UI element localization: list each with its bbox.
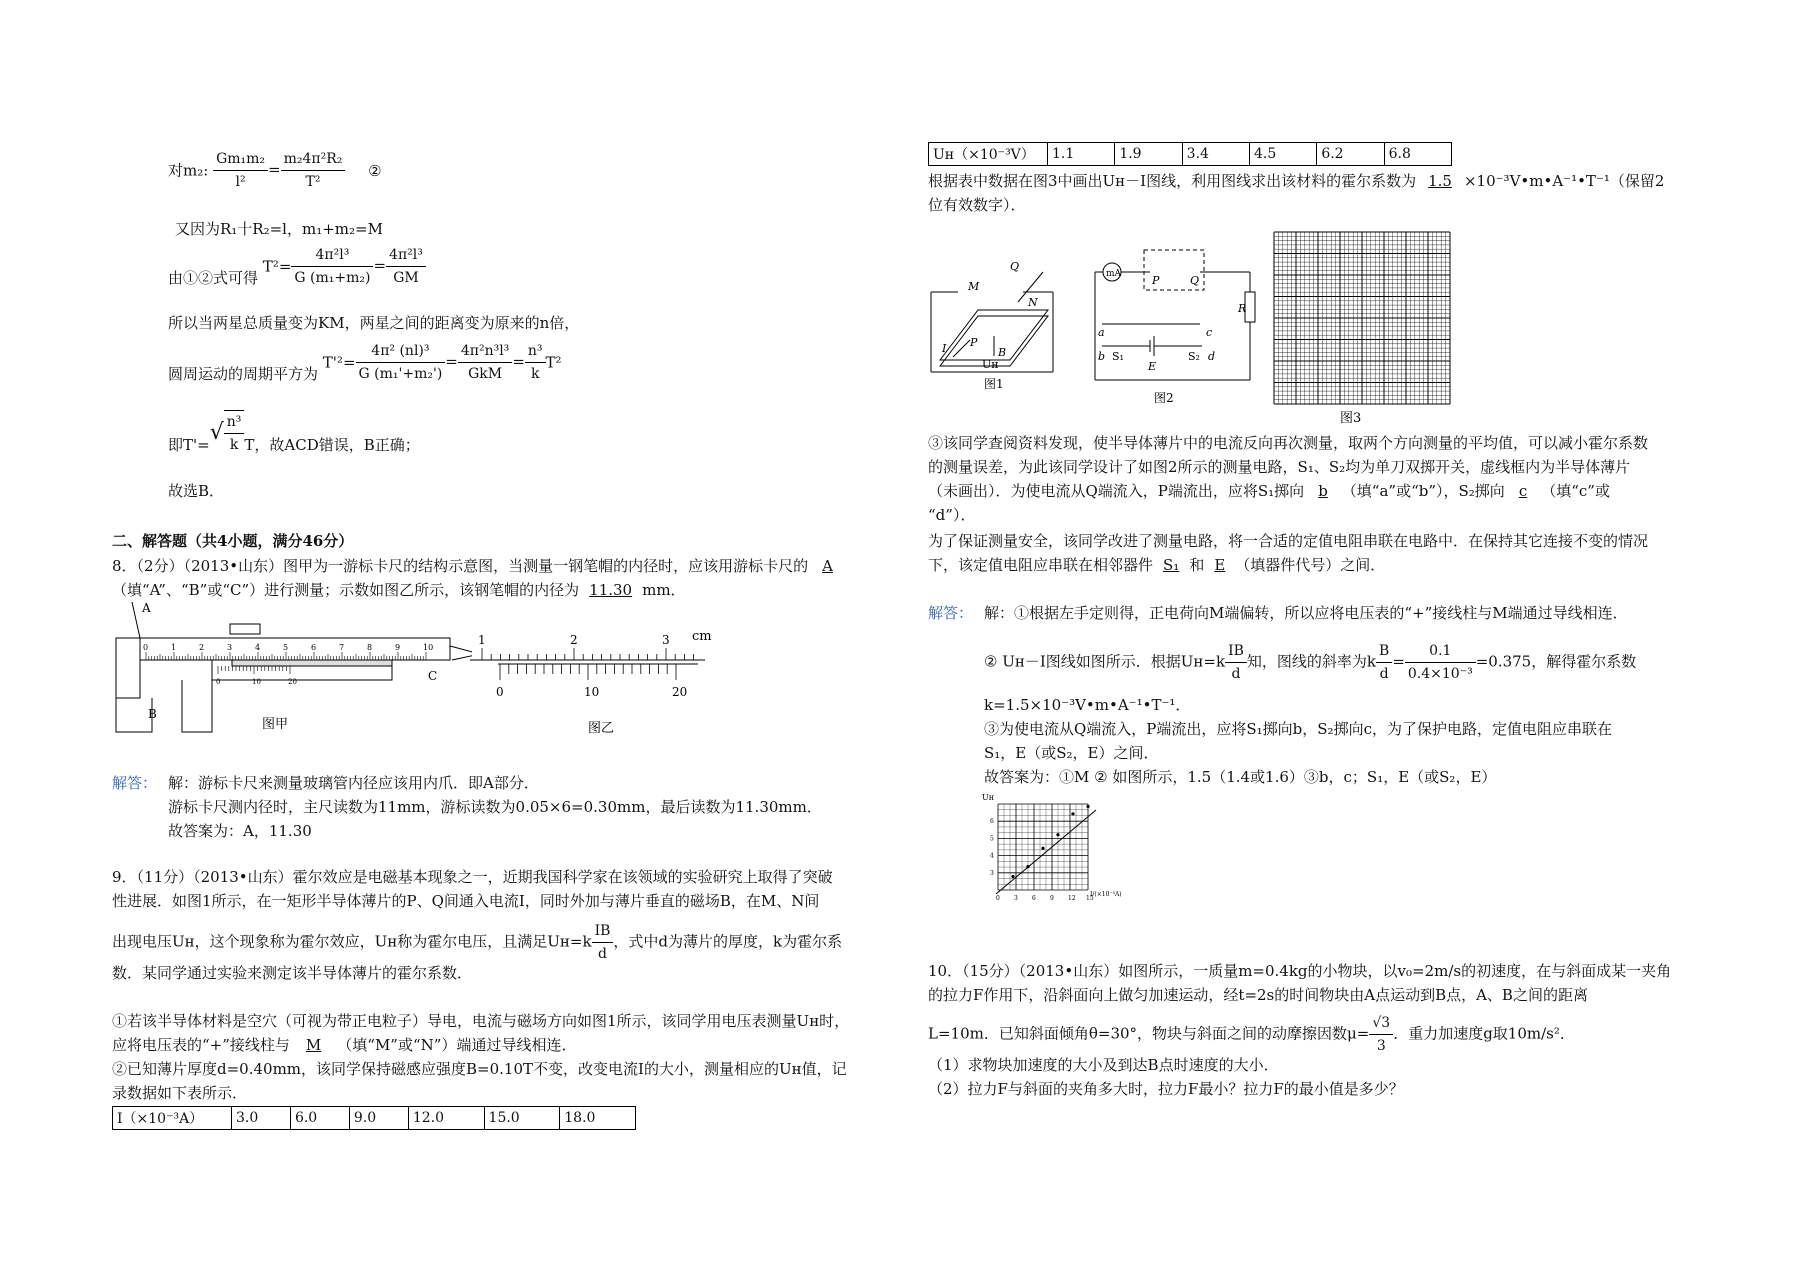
numerator: 0.1 (1405, 640, 1476, 663)
equation-tprime: 圆周运动的周期平方为 T'²= $\frac{\text{4π² (nl)³}}{\text{G (m₁'+m₂')}}$ = $\frac{\text{4π²n³l³}}{\text{GkM}}$ = $\frac{\text{n³}}{k}$ T² (168, 340, 562, 385)
fraction (525, 340, 546, 385)
denominator: d (1231, 666, 1241, 682)
p4-line1: 为了保证测量安全，该同学改进了测量电路，将一合适的定值电阻串联在电路中．在保持其它连接不变的情况 (928, 532, 1649, 550)
figure-caption: 图2 (1154, 391, 1174, 405)
table-cell: 9.0 (349, 1107, 408, 1130)
q10-line3 (928, 1012, 1575, 1057)
figure-caption: 图1 (984, 377, 1004, 391)
vernier-tick-label: 0 (496, 685, 504, 699)
figure-caption: 图3 (1340, 411, 1362, 426)
q9-line3 (112, 920, 842, 965)
q8-line1 (112, 555, 847, 577)
q9-part2-line2: 录数据如下表所示． (112, 1084, 248, 1102)
x-tick-label: 15 (1086, 895, 1094, 902)
answer-label: 解答： (928, 604, 974, 622)
fig2-label-e: E (1148, 360, 1157, 373)
equation-m2: 对m₂: $\frac{\text{Gm₁m₂}}{\text{l²}}$ = $\frac{\text{m₂4π²R₂}}{\text{T²}}$ ② (168, 148, 382, 193)
scale-tick-label: 9 (395, 643, 401, 652)
text-prefix: 即T'= (168, 436, 210, 454)
eq-lhs: T²= (262, 257, 292, 276)
answer-4: ③为使电流从Q端流入，P端流出，应将S₁掷向b，S₂掷向c，为了保护电路，定值电阻应串联在 (984, 720, 1612, 738)
p3-line2: 的测量误差，为此该同学设计了如图2所示的测量电路，S₁、S₂均为单刀双掷开关，虚线框内为半导体薄片 (928, 458, 1631, 476)
table-cell: 1.1 (1048, 143, 1115, 166)
q9-line4: 数．某同学通过实验来测定该半导体薄片的霍尔系数． (112, 964, 473, 982)
vernier-zoom-figure (470, 628, 730, 738)
answer-5: S₁，E（或S₂，E）之间． (984, 744, 1159, 762)
eq-lhs: Uʜ=k (547, 932, 592, 951)
circuit-figure-2 (1090, 240, 1260, 410)
table-cell: 6.8 (1384, 143, 1451, 166)
scale-tick-label: 1 (478, 633, 486, 647)
sqrt-icon: √ (209, 420, 224, 445)
fraction (592, 920, 614, 965)
zoom-unit: cm (692, 629, 712, 644)
denominator: k (530, 366, 540, 382)
text: mm． (642, 581, 686, 599)
fig1-label-uh: Uʜ (982, 358, 999, 371)
denominator: l² (235, 174, 246, 190)
answer-blank: 1.5 (1428, 172, 1452, 190)
figure-caption: 图甲 (262, 717, 289, 732)
denominator: G (m₁'+m₂') (358, 366, 443, 382)
data-point (1026, 865, 1029, 868)
eq-lhs: Uʜ=k (1180, 652, 1226, 671)
grid-paper-figure-3 (1268, 228, 1460, 426)
data-point (1011, 875, 1014, 878)
fraction (281, 148, 346, 193)
fraction (356, 340, 446, 385)
y-tick-label: 5 (990, 835, 994, 843)
fraction (224, 410, 245, 456)
fig2-label-ma: mA (1106, 269, 1122, 279)
r-line1 (928, 170, 1664, 192)
table-cell: 3.4 (1182, 143, 1249, 166)
answer-blank: 11.30 (589, 581, 633, 599)
text: 根据表中数据在图3中画出Uʜ－I图线，利用图线求出该材料的霍尔系数为 (928, 172, 1417, 190)
numerator: m₂4π²R₂ (281, 148, 346, 171)
text: ．重力加速度g取10m/s²． (1393, 1024, 1575, 1043)
x-tick-label: 9 (1050, 895, 1054, 902)
answer-graph (978, 790, 1128, 920)
text: 和 (1189, 556, 1205, 574)
scale-tick-label: 10 (423, 643, 434, 652)
denominator: k (229, 437, 239, 453)
data-point (1056, 833, 1059, 836)
eq-label: 对m₂: (168, 161, 209, 180)
answer-3: k=1.5×10⁻³V•m•A⁻¹•T⁻¹． (984, 696, 1191, 714)
caliper-label-c: C (428, 669, 438, 683)
data-point (1041, 847, 1044, 850)
q9-line2: 性进展．如图1所示，在一矩形半导体薄片的P、Q间通入电流I，同时外加与薄片垂直的磁场B，在M、N间 (112, 892, 820, 910)
denominator: d (598, 946, 607, 962)
text-prefix: 由①②式可得 (168, 269, 259, 287)
y-tick-label: 4 (990, 852, 994, 860)
numerator: √3 (1369, 1012, 1393, 1035)
answer-label: 解答： (112, 774, 158, 792)
text: （未画出）．为使电流从Q端流入，P端流出，应将S₁掷向 (928, 482, 1305, 500)
table-cell: 12.0 (408, 1107, 484, 1130)
fig1-label-i: I (942, 342, 947, 355)
q8-answer-3: 故答案为：A，11.30 (168, 822, 312, 840)
fig1-label-q: Q (1010, 260, 1020, 273)
numerator: n³ (224, 411, 245, 434)
numerator: 4π²l³ (386, 244, 426, 267)
numerator: Gm₁m₂ (213, 148, 268, 171)
caliper-label-b: B (148, 707, 157, 721)
text: ×10⁻³V•m•A⁻¹•T⁻¹（保留2 (1463, 172, 1665, 190)
fig2-label-p: P (1152, 274, 1160, 287)
answer-blank: S₁ (1163, 556, 1180, 574)
scale-tick-label: 8 (367, 643, 373, 652)
scale-tick-label: 3 (227, 643, 233, 652)
current-table (112, 1106, 636, 1130)
text-line: 又因为R₁十R₂=l，m₁+m₂=M (175, 220, 383, 238)
eq-tail: T² (545, 353, 562, 372)
text-suffix: T，故ACD错误，B正确； (244, 436, 420, 454)
table-cell: 6.2 (1317, 143, 1384, 166)
q10-line2: 的拉力F作用下，沿斜面向上做匀加速运动，经t=2s的时间物块由A点运动到B点，A、B之间的距离 (928, 986, 1588, 1004)
p3-line4: “d”）． (928, 506, 976, 524)
text: 8．（2分）（2013•山东）图甲为一游标卡尺的结构示意图，当测量一钢笔帽的内径时，应该用游标卡尺的 (112, 557, 809, 575)
fraction (386, 244, 426, 289)
table-cell: I（×10⁻³A） (113, 1107, 232, 1130)
table-cell: 4.5 (1249, 143, 1316, 166)
fraction (1405, 640, 1476, 685)
x-tick-label: 12 (1068, 895, 1076, 902)
numerator: 4π² (nl)³ (356, 340, 446, 363)
answer-blank: A (822, 557, 833, 575)
data-point (1071, 812, 1074, 815)
fig1-label-m: M (968, 280, 980, 293)
text: 下，该定值电阻应串联在相邻器件 (928, 556, 1154, 574)
q8-answer-2: 游标卡尺测内径时，主尺读数为11mm，游标读数为0.05×6=0.30mm，最后读数为11.30mm． (168, 798, 822, 816)
voltage-table (928, 142, 1452, 166)
vernier-tick-label: 20 (672, 685, 688, 699)
table-cell: 15.0 (484, 1107, 560, 1130)
x-tick-label: 0 (996, 895, 1000, 902)
answer-6: 故答案为：①M ② 如图所示，1.5（1.4或1.6）③b，c；S₁，E（或S₂，E） (984, 768, 1497, 786)
table-cell: 1.9 (1115, 143, 1182, 166)
q10-line1: 10．（15分）（2013•山东）如图所示，一质量m=0.4kg的小物块，以v₀=2m/s的初速度，在与斜面成某一夹角 (928, 962, 1672, 980)
equation-root (168, 410, 420, 456)
text-line: 故选B． (168, 482, 225, 500)
scale-tick-label: 2 (570, 633, 578, 647)
denominator: GM (393, 270, 419, 286)
table-cell: Uʜ（×10⁻³V） (929, 143, 1048, 166)
q9-part2-line1: ②已知薄片厚度d=0.40mm，该同学保持磁感应强度B=0.10T不变，改变电流I的大小，测量相应的Uʜ值，记 (112, 1060, 847, 1078)
answer-1: 解：①根据左手定则得，正电荷向M端偏转，所以应将电压表的“+”接线柱与M端通过导线相连． (984, 604, 1628, 622)
table-cell: 18.0 (560, 1107, 636, 1130)
text: ，式中d为薄片的厚度，k为霍尔系 (613, 932, 843, 951)
vernier-tick-label: 10 (584, 685, 600, 699)
figure-caption: 图乙 (588, 721, 615, 736)
numerator: 4π²l³ (291, 244, 373, 267)
p3-line1: ③该同学查阅资料发现，使半导体薄片中的电流反向再次测量，取两个方向测量的平均值，可以减小霍尔系数 (928, 434, 1649, 452)
text: 知，图线的斜率为 (1246, 652, 1367, 671)
p3-line3 (928, 480, 1610, 502)
eq-lhs: k (1366, 652, 1377, 671)
vernier-tick-label: 0 (216, 678, 221, 686)
q9-line1: 9．（11分）（2013•山东）霍尔效应是电磁基本现象之一，近期我国科学家在该领域的实验研究上取得了突破 (112, 868, 833, 886)
numerator: B (1376, 640, 1392, 663)
text: （填器件代号）之间． (1235, 556, 1386, 574)
equation-t2: 由①②式可得 T²= $\frac{\text{4π²l³}}{\text{G (m₁+m₂)}}$ = $\frac{\text{4π²l³}}{GM}$ (168, 244, 426, 289)
fig2-label-a: a (1098, 326, 1105, 339)
fig2-label-b: b (1098, 350, 1106, 363)
x-tick-label: 3 (1014, 895, 1018, 902)
fig2-label-s1: S₁ (1112, 350, 1124, 363)
caliper-label-a: A (142, 602, 151, 615)
fig2-label-d: d (1208, 350, 1216, 363)
text: （填“M”或“N”）端通过导线相连． (337, 1036, 577, 1054)
r-line2: 位有效数字）． (928, 196, 1026, 214)
eq-lhs: T'²= (322, 353, 356, 372)
text: ② Uʜ－I图线如图所示．根据 (984, 652, 1181, 671)
numerator: 4π²n³l³ (458, 340, 512, 363)
scale-tick-label: 6 (311, 643, 317, 652)
y-tick-label: 3 (990, 869, 994, 877)
fraction (291, 244, 373, 289)
q9-part1-line1: ①若该半导体材料是空穴（可视为带正电粒子）导电，电流与磁场方向如图1所示，该同学用电压表测量Uʜ时， (112, 1012, 850, 1030)
answer-blank: c (1518, 482, 1528, 500)
text-prefix: 圆周运动的周期平方为 (168, 365, 319, 383)
denominator: G (m₁+m₂) (294, 270, 371, 286)
fig2-label-c: c (1206, 326, 1213, 339)
scale-tick-label: 4 (255, 643, 261, 652)
fig1-label-p: P (970, 336, 978, 349)
scale-tick-label: 7 (339, 643, 345, 652)
answer-2: ② Uʜ－I图线如图所示．根据Uʜ=k $\frac{IB}{d}$ 知，图线的斜率为k $\frac{B}{d}$ = $\frac{0.1}{\text{0.4×10⁻³}}$ =0.375，解得霍尔系数 (984, 640, 1636, 685)
denominator: GkM (468, 366, 503, 382)
fig1-label-b: B (998, 346, 1007, 359)
fig2-label-q: Q (1190, 274, 1200, 287)
denominator: 3 (1376, 1038, 1386, 1054)
denominator: 0.4×10⁻³ (1407, 666, 1473, 682)
fig2-label-s2: S₂ (1188, 350, 1200, 363)
answer-blank: E (1214, 556, 1226, 574)
denominator: T² (305, 174, 321, 190)
text: L=10m．已知斜面倾角θ=30°，物块与斜面之间的动摩擦因数μ= (928, 1024, 1370, 1043)
q8-answer-1: 解：游标卡尺来测量玻璃管内径应该用内爪．即A部分． (168, 774, 539, 792)
caliper-figure (112, 602, 472, 742)
scale-tick-label: 3 (662, 633, 670, 647)
text: （填“c”或 (1541, 482, 1610, 500)
table-row (113, 1107, 636, 1130)
text: （填“A”、“B”或“C”）进行测量；示数如图乙所示，该钢笔帽的内径为 (112, 581, 580, 599)
section-title: 二、解答题（共4小题，满分46分） (112, 532, 354, 550)
fraction (213, 148, 268, 193)
text: （填“a”或“b”），S₂掷向 (1341, 482, 1505, 500)
fig2-label-r: R (1238, 302, 1247, 315)
scale-tick-label: 1 (171, 643, 177, 652)
q10-question-1: （1）求物块加速度的大小及到达B点时速度的大小． (928, 1056, 1279, 1074)
table-row (929, 143, 1452, 166)
q9-part1-line2 (112, 1034, 576, 1056)
fraction (458, 340, 512, 385)
hall-plate-figure-1 (928, 252, 1058, 392)
eq-mark: ② (368, 161, 382, 180)
p4-line2 (928, 554, 1385, 576)
table-cell: 3.0 (232, 1107, 291, 1130)
answer-blank: b (1318, 482, 1328, 500)
vernier-tick-label: 20 (288, 678, 297, 686)
graph-x-label: I/(×10⁻³A) (1090, 891, 1122, 898)
text: 应将电压表的“+”接线柱与 (112, 1036, 290, 1054)
text: 出现电压Uʜ，这个现象称为霍尔效应，Uʜ称为霍尔电压，且满足 (112, 932, 548, 951)
denominator: d (1379, 666, 1389, 682)
fraction (1376, 640, 1392, 685)
scale-tick-label: 5 (283, 643, 289, 652)
graph-y-label: Uʜ (982, 793, 995, 802)
y-tick-label: 6 (990, 818, 994, 826)
text-line: 所以当两星总质量变为KM，两星之间的距离变为原来的n倍， (168, 314, 580, 332)
vernier-tick-label: 10 (252, 678, 261, 686)
scale-tick-label: 2 (199, 643, 205, 652)
table-cell: 6.0 (290, 1107, 349, 1130)
q10-question-2: （2）拉力F与斜面的夹角多大时，拉力F最小？拉力F的最小值是多少？ (928, 1080, 1404, 1098)
fig1-label-n: N (1028, 296, 1038, 309)
scale-tick-label: 0 (143, 643, 149, 652)
numerator: IB (592, 920, 614, 943)
text: =0.375，解得霍尔系数 (1475, 652, 1637, 671)
fraction (1225, 640, 1247, 685)
numerator: n³ (525, 340, 546, 363)
q8-line2 (112, 579, 686, 601)
data-point (1086, 805, 1089, 808)
x-tick-label: 6 (1032, 895, 1036, 902)
fraction (1369, 1012, 1393, 1057)
numerator: IB (1225, 640, 1247, 663)
answer-blank: M (305, 1036, 322, 1054)
